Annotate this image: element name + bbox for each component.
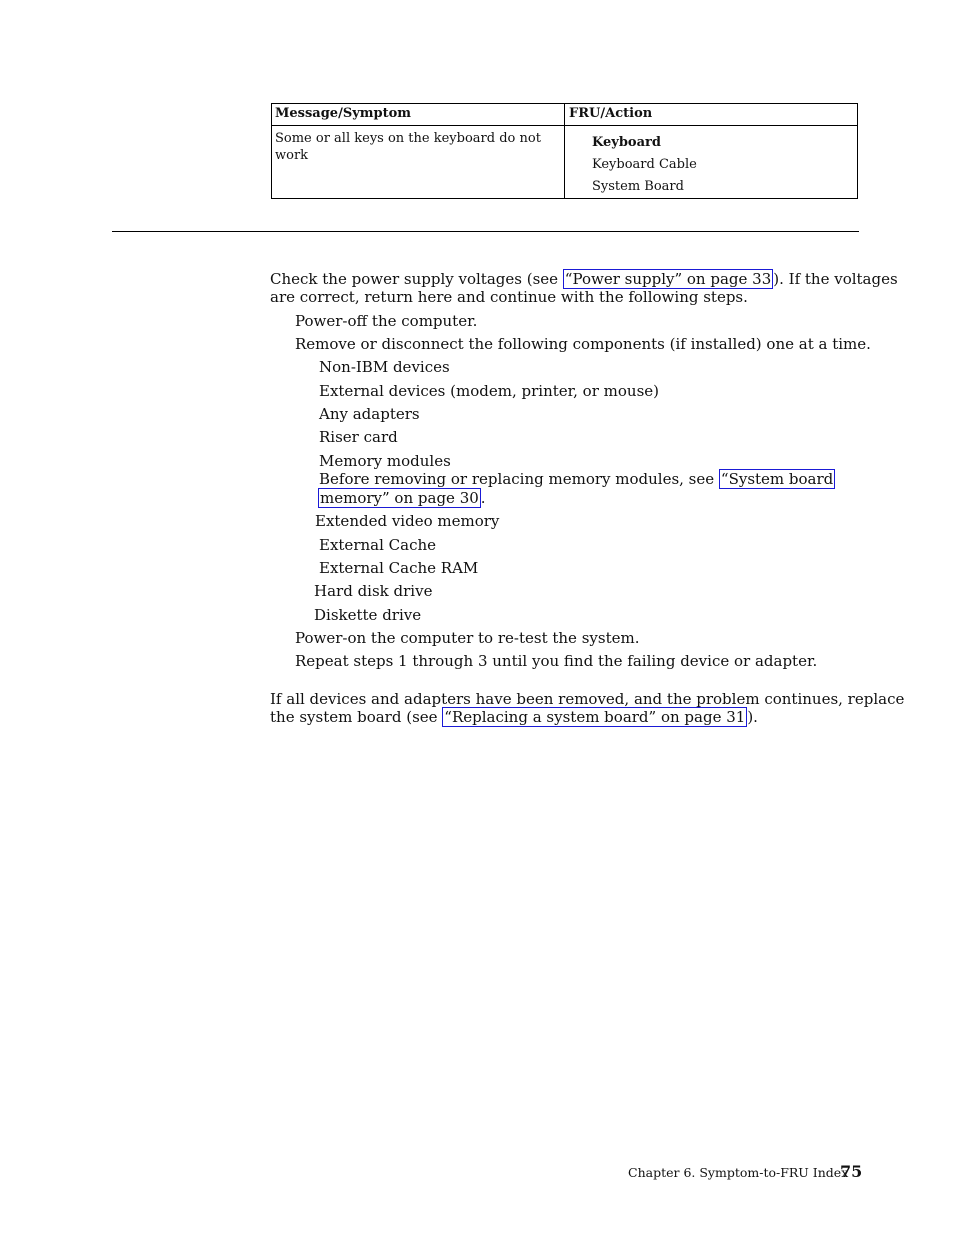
intro-line-1: [270, 270, 898, 288]
component-item: External Cache RAM: [319, 559, 479, 577]
closing-end: ).: [747, 708, 758, 726]
component-item: Hard disk drive: [314, 582, 433, 600]
component-item: Any adapters: [319, 405, 420, 423]
intro-text-after: ). If the voltages: [773, 270, 898, 288]
symptom-cell: Some or all keys on the keyboard do not work: [275, 131, 541, 163]
component-item: Riser card: [319, 428, 398, 446]
component-item: Non-IBM devices: [319, 358, 450, 376]
fru-item-keyboard-cable: Keyboard Cable: [592, 157, 697, 172]
closing-text: the system board (see: [270, 708, 443, 726]
footer-chapter: Chapter 6. Symptom-to-FRU Index: [628, 1165, 849, 1180]
system-board-memory-link[interactable]: “System board: [720, 470, 834, 488]
step-4: Repeat steps 1 through 3 until you find the failing device or adapter.: [295, 652, 818, 670]
header-fru-action: FRU/Action: [569, 106, 653, 121]
power-supply-link[interactable]: “Power supply” on page 33: [564, 270, 772, 288]
fru-item-keyboard: Keyboard: [592, 135, 661, 150]
step-2: Remove or disconnect the following components (if installed) one at a time.: [295, 335, 871, 353]
step-1: Power-off the computer.: [295, 312, 478, 330]
component-item: Extended video memory: [315, 512, 500, 530]
header-message-symptom: Message/Symptom: [275, 106, 412, 121]
closing-line-1: If all devices and adapters have been removed, and the problem continues, replace: [270, 690, 905, 708]
intro-line-2: are correct, return here and continue with the following steps.: [270, 288, 748, 306]
section-divider: [112, 231, 859, 232]
column-divider: [564, 104, 565, 198]
component-item: External Cache: [319, 536, 437, 554]
memory-note-text: Before removing or replacing memory modules, see: [319, 470, 719, 488]
component-item: Memory modules: [319, 452, 451, 470]
system-board-memory-link-cont[interactable]: memory” on page 30: [320, 489, 479, 507]
memory-note-end: .: [480, 489, 486, 507]
fru-item-system-board: System Board: [592, 179, 684, 194]
symptom-table: [271, 103, 858, 199]
component-item: External devices (modem, printer, or mouse): [319, 382, 659, 400]
intro-text: Check the power supply voltages (see: [270, 270, 563, 288]
component-item: Diskette drive: [314, 606, 422, 624]
closing-line-2: [270, 708, 758, 726]
page-number: 75: [840, 1162, 863, 1181]
memory-note-line-2: [318, 489, 486, 507]
step-3: Power-on the computer to re-test the system.: [295, 629, 640, 647]
replacing-system-board-link[interactable]: “Replacing a system board” on page 31: [444, 708, 746, 726]
memory-note-line-1: [319, 470, 835, 488]
